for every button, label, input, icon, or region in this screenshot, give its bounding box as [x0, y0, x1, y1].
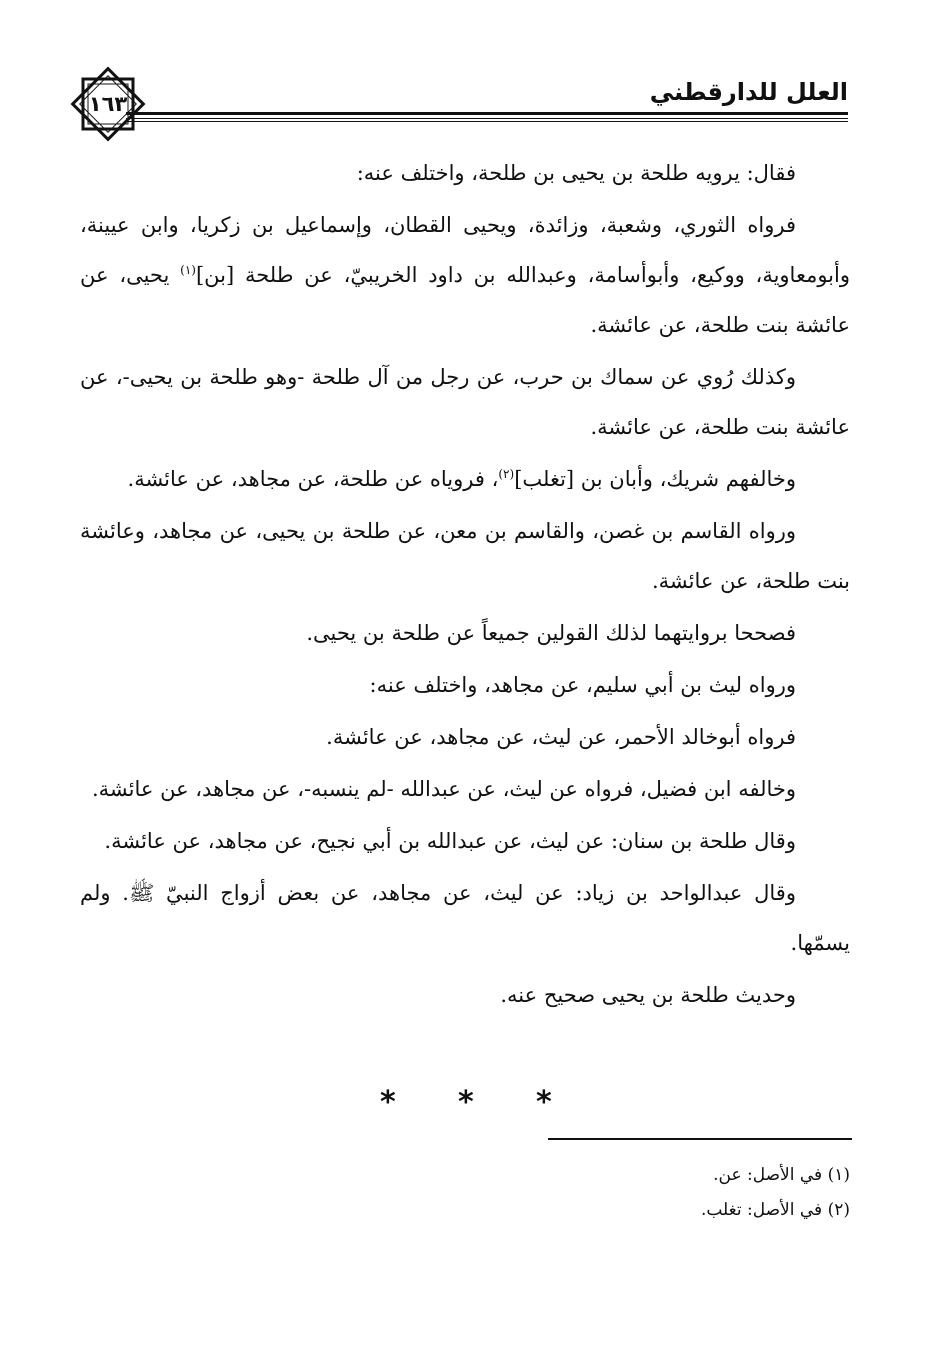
book-title: العلل للدارقطني — [649, 78, 848, 106]
header-rule — [126, 121, 848, 122]
paragraph: فقال: يرويه طلحة بن يحيى بن طلحة، واختلف عنه: — [356, 161, 796, 185]
paragraph-text: ، فروياه عن طلحة، عن مجاهد، عن عائشة. — [127, 467, 499, 491]
paragraph-text: وخالفهم شريك، وأبان بن [تغلب] — [514, 467, 796, 491]
paragraph: وقال طلحة بن سنان: عن ليث، عن عبدالله بن أبي نجيح، عن مجاهد، عن عائشة. — [104, 829, 796, 853]
paragraph-text: يحيى، عن عائشة بنت طلحة، عن عائشة. — [80, 263, 850, 337]
paragraph: وكذلك رُوي عن سماك بن حرب، عن رجل من آل طلحة -وهو طلحة بن يحيى-، عن عائشة بنت طلحة، عن عائشة. — [80, 365, 850, 439]
paragraph: فصححا بروايتهما لذلك القولين جميعاً عن طلحة بن يحيى. — [306, 621, 796, 645]
footnote-ref[interactable]: (٢) — [498, 467, 515, 481]
footnote: (٢) في الأصل: تغلب. — [700, 1200, 850, 1220]
footnote-ref[interactable]: (١) — [180, 263, 196, 277]
paragraph: ورواه القاسم بن غصن، والقاسم بن معن، عن طلحة بن يحيى، عن مجاهد، وعائشة بنت طلحة، عن عائشة. — [80, 519, 850, 593]
separator-star: * — [536, 1085, 552, 1120]
paragraph: ورواه ليث بن أبي سليم، عن مجاهد، واختلف عنه: — [369, 673, 796, 697]
header-rule — [126, 112, 848, 115]
paragraph — [80, 454, 850, 504]
section-separator — [340, 1085, 600, 1120]
paragraph: فرواه أبوخالد الأحمر، عن ليث، عن مجاهد، عن عائشة. — [326, 725, 796, 749]
separator-star: * — [380, 1085, 396, 1120]
paragraph: وحديث طلحة بن يحيى صحيح عنه. — [500, 983, 796, 1007]
footnote-rule — [548, 1138, 852, 1140]
paragraph: وقال عبدالواحد بن زياد: عن ليث، عن مجاهد، عن بعض أزواج النبيّ ﷺ. ولم يسمّها. — [80, 881, 850, 955]
paragraph — [80, 200, 850, 350]
main-text — [80, 148, 850, 1022]
paragraph-text: فرواه الثوري، وشعبة، وزائدة، ويحيى القطان، وإسماعيل بن زكريا، وابن عيينة، وأبومعاوية، ووكيع، وأبوأسامة، وعبدالله بن داود الخريبيّ، عن طلحة [بن] — [80, 213, 851, 287]
paragraph: وخالفه ابن فضيل، فرواه عن ليث، عن عبدالله -لم ينسبه-، عن مجاهد، عن عائشة. — [91, 777, 796, 801]
footnote: (١) في الأصل: عن. — [713, 1165, 850, 1185]
separator-star: * — [458, 1085, 474, 1120]
footnotes — [480, 1158, 850, 1228]
header-rule — [126, 118, 848, 119]
page-number: ١٦٣ — [88, 92, 128, 116]
page-number-badge — [70, 66, 146, 142]
page-header — [70, 60, 860, 140]
